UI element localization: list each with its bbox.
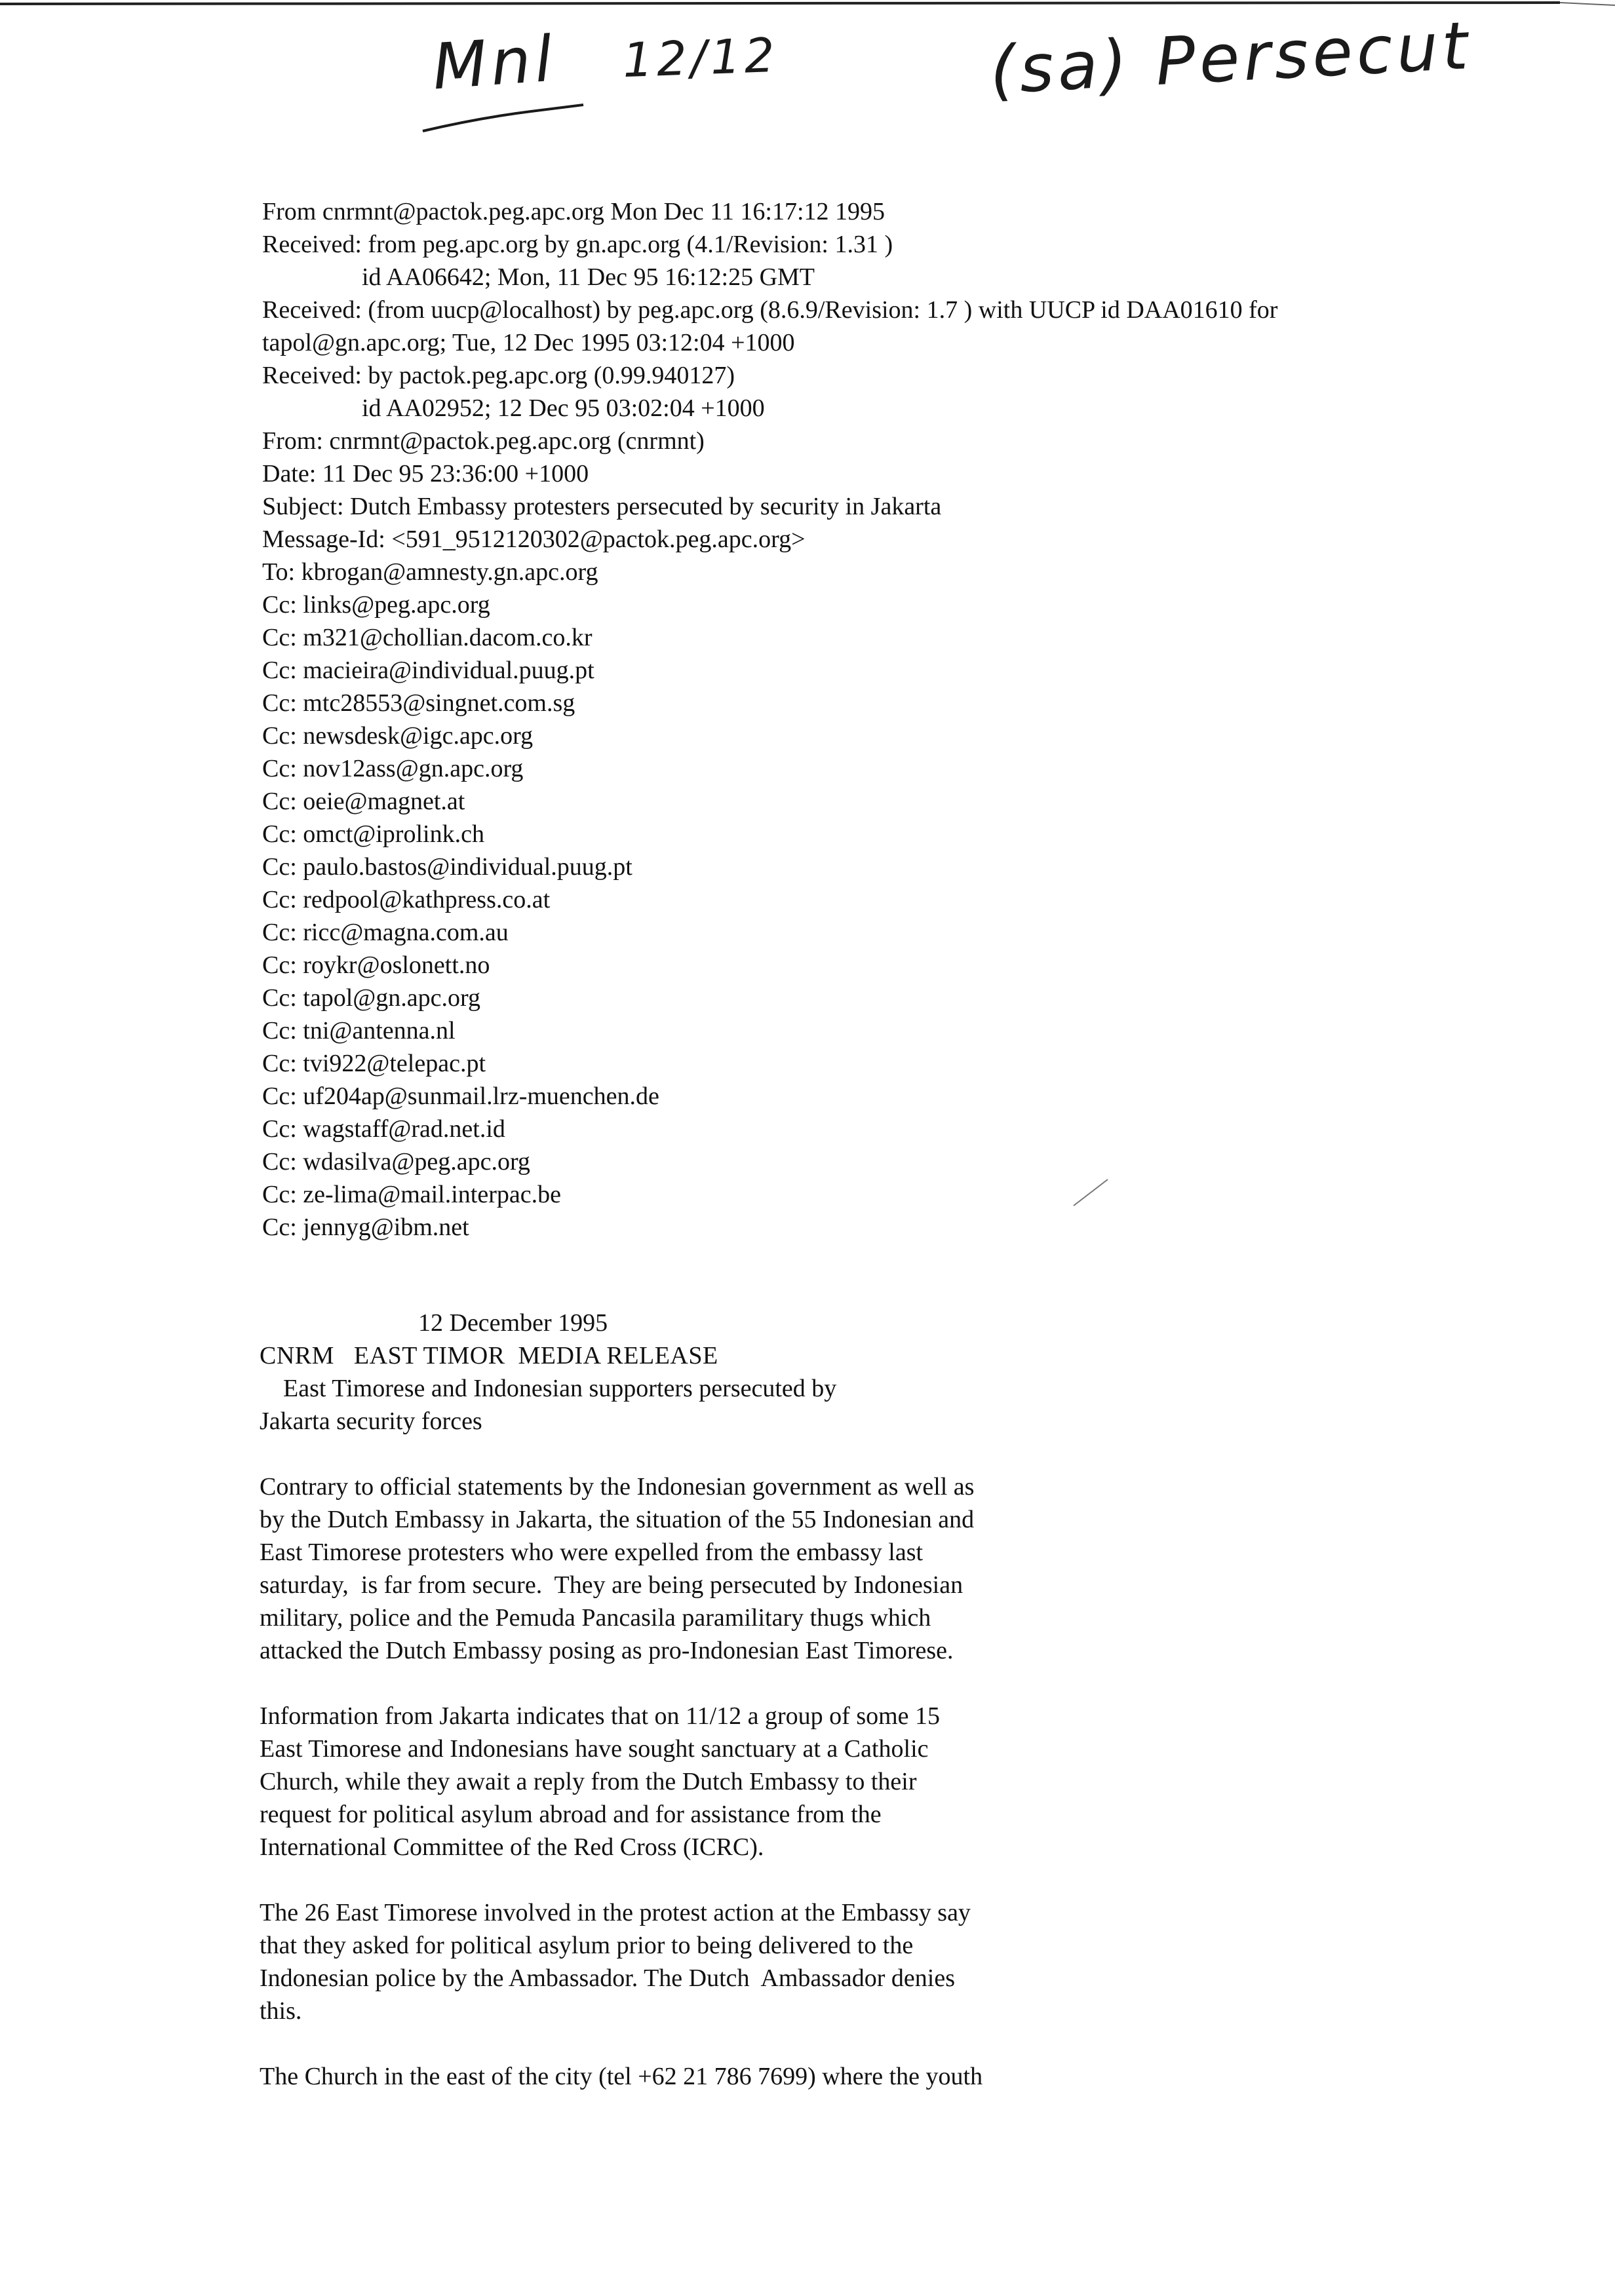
header-line: Cc: wagstaff@rad.net.id bbox=[262, 1115, 505, 1143]
header-line: id AA02952; 12 Dec 95 03:02:04 +1000 bbox=[362, 394, 765, 422]
header-line: Cc: nov12ass@gn.apc.org bbox=[262, 755, 524, 782]
header-line: Cc: mtc28553@singnet.com.sg bbox=[262, 689, 575, 717]
header-line: Cc: jennyg@ibm.net bbox=[262, 1214, 469, 1241]
release-headline-continued: Jakarta security forces bbox=[260, 1407, 482, 1435]
paragraph-line: East Timorese and Indonesians have sought sanctuary at a Catholic bbox=[260, 1735, 929, 1763]
header-line: Message-Id: <591_9512120302@pactok.peg.apc.org> bbox=[262, 526, 806, 553]
paragraph-line: East Timorese protesters who were expelled from the embassy last bbox=[260, 1539, 924, 1566]
handwritten-annotations bbox=[0, 0, 1615, 170]
paragraph-line: International Committee of the Red Cross (ICRC). bbox=[260, 1833, 764, 1861]
handwritten-underline bbox=[419, 66, 590, 144]
paragraph-line: Information from Jakarta indicates that on 11/12 a group of some 15 bbox=[260, 1702, 941, 1730]
release-date: 12 December 1995 bbox=[418, 1309, 608, 1337]
paragraph bbox=[260, 2060, 1112, 2093]
paragraph-line: attacked the Dutch Embassy posing as pro-Indonesian East Timorese. bbox=[260, 1637, 954, 1664]
paragraph-line: Church, while they await a reply from the Dutch Embassy to their bbox=[260, 1768, 917, 1795]
header-line: Cc: wdasilva@peg.apc.org bbox=[262, 1148, 530, 1176]
header-line: Cc: roykr@oslonett.no bbox=[262, 951, 490, 979]
header-line: id AA06642; Mon, 11 Dec 95 16:12:25 GMT bbox=[362, 263, 815, 291]
header-line: To: kbrogan@amnesty.gn.apc.org bbox=[262, 558, 598, 586]
header-line: Received: from peg.apc.org by gn.apc.org (4.1/Revision: 1.31 ) bbox=[262, 231, 893, 258]
handwritten-initials: Mnl bbox=[430, 22, 559, 104]
header-line: From: cnrmnt@pactok.peg.apc.org (cnrmnt) bbox=[262, 427, 705, 455]
header-line: tapol@gn.apc.org; Tue, 12 Dec 1995 03:12:04 +1000 bbox=[262, 329, 795, 356]
paragraph-line: saturday, is far from secure. They are being persecuted by Indonesian bbox=[260, 1571, 963, 1599]
header-line: Cc: paulo.bastos@individual.puug.pt bbox=[262, 853, 632, 881]
paragraph bbox=[260, 1700, 1112, 1864]
header-line: Received: (from uucp@localhost) by peg.apc.org (8.6.9/Revision: 1.7 ) with UUCP id DAA01610 for bbox=[262, 296, 1278, 324]
email-header bbox=[262, 195, 1508, 1244]
paragraph-line: Indonesian police by the Ambassador. The Dutch Ambassador denies bbox=[260, 1964, 955, 1992]
paragraph-line: this. bbox=[260, 1997, 302, 2025]
header-line: Cc: tapol@gn.apc.org bbox=[262, 984, 480, 1012]
paragraph bbox=[260, 1470, 1112, 1667]
header-line: Cc: tni@antenna.nl bbox=[262, 1017, 456, 1044]
paragraph-line: The 26 East Timorese involved in the protest action at the Embassy say bbox=[260, 1899, 971, 1926]
paragraph-line: that they asked for political asylum prior to being delivered to the bbox=[260, 1932, 914, 1959]
paragraph-line: by the Dutch Embassy in Jakarta, the situation of the 55 Indonesian and bbox=[260, 1506, 975, 1533]
media-release bbox=[260, 1307, 1112, 2093]
header-line: Date: 11 Dec 95 23:36:00 +1000 bbox=[262, 460, 589, 488]
header-line: Cc: macieira@individual.puug.pt bbox=[262, 657, 594, 684]
paragraph bbox=[260, 1896, 1112, 2027]
header-line: Cc: ze-lima@mail.interpac.be bbox=[262, 1181, 561, 1208]
header-line: Cc: links@peg.apc.org bbox=[262, 591, 490, 619]
header-line: Cc: newsdesk@igc.apc.org bbox=[262, 722, 534, 750]
handwritten-date: 12/12 bbox=[621, 27, 779, 88]
release-title: CNRM EAST TIMOR MEDIA RELEASE bbox=[260, 1342, 718, 1369]
handwritten-topic-note: (sa) Persecut bbox=[988, 7, 1473, 109]
release-headline: East Timorese and Indonesian supporters persecuted by bbox=[283, 1375, 837, 1402]
header-line: Cc: m321@chollian.dacom.co.kr bbox=[262, 624, 593, 651]
header-line: Cc: omct@iprolink.ch bbox=[262, 820, 484, 848]
paragraph-line: military, police and the Pemuda Pancasila paramilitary thugs which bbox=[260, 1604, 931, 1632]
paragraph-line: request for political asylum abroad and for assistance from the bbox=[260, 1801, 882, 1828]
header-line: Cc: uf204ap@sunmail.lrz-muenchen.de bbox=[262, 1082, 659, 1110]
header-line: Cc: ricc@magna.com.au bbox=[262, 919, 509, 946]
header-line: Cc: tvi922@telepac.pt bbox=[262, 1050, 486, 1077]
header-line: Subject: Dutch Embassy protesters persecuted by security in Jakarta bbox=[262, 493, 942, 520]
header-line: Cc: oeie@magnet.at bbox=[262, 788, 465, 815]
header-line: From cnrmnt@pactok.peg.apc.org Mon Dec 11 16:17:12 1995 bbox=[262, 198, 885, 225]
paragraph-line: The Church in the east of the city (tel +62 21 786 7699) where the youth bbox=[260, 2063, 983, 2090]
header-line: Received: by pactok.peg.apc.org (0.99.940127) bbox=[262, 362, 735, 389]
release-body bbox=[260, 1470, 1112, 2093]
paragraph-line: Contrary to official statements by the Indonesian government as well as bbox=[260, 1473, 975, 1501]
header-line: Cc: redpool@kathpress.co.at bbox=[262, 886, 551, 913]
